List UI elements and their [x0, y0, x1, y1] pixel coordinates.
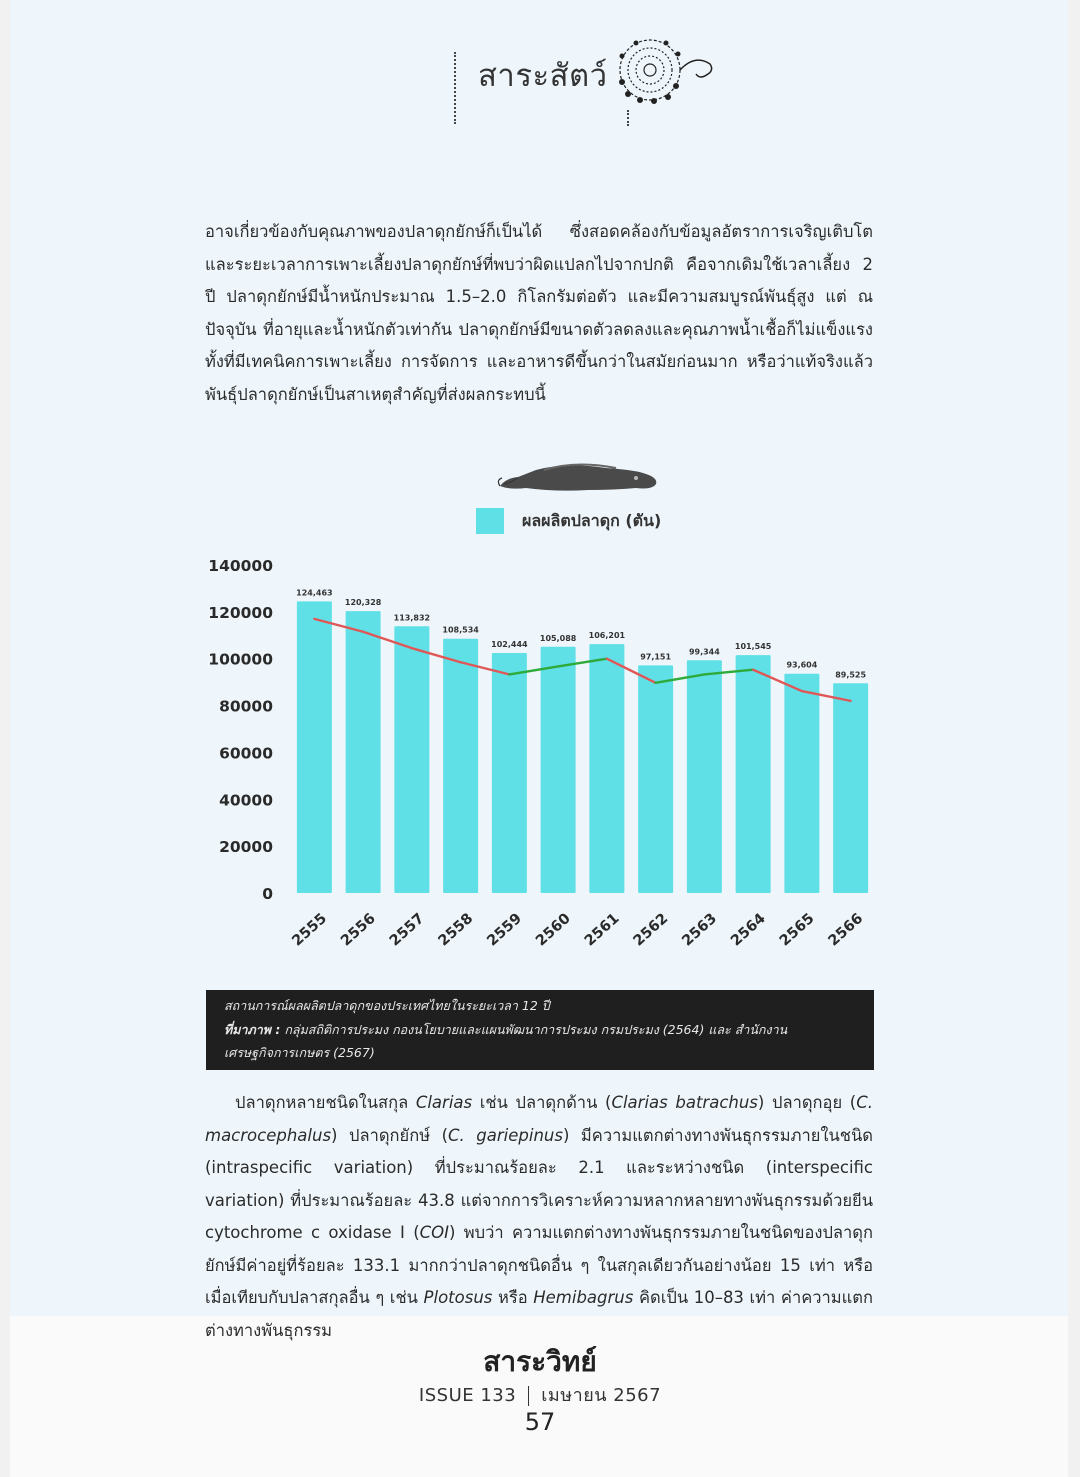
article-paragraph-2	[205, 1087, 873, 1347]
caption-line-2	[224, 1018, 874, 1042]
p2-species-macrocephalus: C. macrocephalus	[205, 1093, 873, 1145]
issue-line	[0, 1380, 1080, 1409]
magazine-brand: สาระวิทย์	[483, 1345, 597, 1378]
caption-line-3: เศรษฐกิจการเกษตร (2567)	[224, 1045, 375, 1060]
y-tick-label: 60000	[219, 744, 273, 763]
header-divider-right	[627, 110, 629, 126]
data-label: 101,545	[734, 642, 772, 652]
x-tick-label: 2557	[386, 910, 428, 950]
y-tick-label: 0	[262, 885, 273, 903]
x-tick-label: 2559	[484, 910, 526, 950]
bar	[589, 644, 624, 893]
p2-text-1: ปลาดุกหลายชนิดในสกุล	[235, 1093, 416, 1112]
x-tick-label: 2564	[728, 910, 769, 950]
p2-text-2: เช่น ปลาดุกด้าน (	[472, 1093, 612, 1112]
legend-label: ผลผลิตปลาดุก (ตัน)	[522, 511, 662, 530]
p2-text-3: ) ปลาดุกอุย (	[757, 1093, 857, 1112]
y-tick-label: 80000	[219, 697, 273, 716]
caption-line-1: สถานการณ์ผลผลิตปลาดุกของประเทศไทยในระยะเวลา 12 ปี	[224, 998, 550, 1013]
bar	[736, 655, 771, 893]
catfish-production-chart	[195, 550, 885, 980]
data-label: 106,201	[588, 631, 626, 641]
issue-number: ISSUE 133	[418, 1385, 517, 1406]
p2-genus-plotosus: Plotosus	[423, 1288, 493, 1307]
bar	[346, 611, 381, 893]
animal-spiral-logo	[610, 34, 720, 106]
x-tick-label: 2566	[825, 910, 867, 950]
data-label: 124,463	[296, 588, 333, 598]
paragraph-2-text	[205, 1087, 873, 1347]
caption-source-label: ที่มาภาพ :	[224, 1021, 281, 1037]
x-tick-label: 2565	[776, 910, 818, 950]
page-number: 57	[524, 1408, 556, 1436]
y-tick-label: 20000	[219, 838, 273, 857]
bar	[833, 683, 868, 893]
y-tick-label: 140000	[208, 557, 273, 575]
catfish-illustration	[496, 456, 660, 496]
caption-source-text: กลุ่มสถิติการประมง กองนโยบายและแผนพัฒนาการประมง กรมประมง (2564) และ สำนักงาน	[280, 1021, 788, 1037]
article-paragraph-1	[205, 216, 873, 411]
data-label: 99,344	[688, 647, 720, 657]
y-tick-label: 120000	[208, 603, 273, 622]
bar	[492, 653, 527, 893]
x-tick-label: 2562	[630, 910, 672, 950]
y-tick-label: 100000	[208, 650, 273, 669]
data-label: 102,444	[491, 639, 528, 649]
p2-species-batrachus: Clarias batrachus	[611, 1093, 758, 1112]
p2-text-8: คิดเป็น 10–83 เท่า ค่าความแตกต่างทางพันธุกรรม	[205, 1288, 873, 1340]
bar	[297, 601, 332, 893]
y-tick-label: 40000	[219, 791, 273, 810]
section-title: สาระสัตว์	[478, 58, 608, 94]
bar	[443, 639, 478, 893]
x-tick-label: 2555	[289, 910, 331, 950]
x-tick-label: 2558	[435, 910, 477, 950]
data-label: 108,534	[442, 625, 479, 635]
legend-swatch	[476, 508, 504, 534]
data-label: 113,832	[393, 613, 431, 623]
x-tick-label: 2563	[679, 910, 721, 950]
bar	[541, 647, 576, 893]
p2-text-4: ) ปลาดุกยักษ์ (	[331, 1125, 449, 1145]
bar	[687, 660, 722, 893]
p2-genus-clarias: Clarias	[415, 1093, 473, 1112]
p2-text-7: หรือ	[492, 1288, 534, 1307]
bar	[638, 665, 673, 893]
x-tick-label: 2560	[533, 910, 574, 950]
data-label: 120,328	[344, 598, 382, 608]
bar	[394, 626, 429, 893]
p2-genus-hemibagrus: Hemibagrus	[533, 1288, 634, 1307]
p2-gene-coi: COI	[419, 1223, 450, 1242]
issue-month: เมษายน 2567	[541, 1385, 662, 1406]
data-label: 105,088	[539, 633, 577, 643]
x-tick-label: 2561	[581, 910, 623, 950]
data-label: 93,604	[786, 660, 818, 670]
chart-caption	[206, 990, 874, 1070]
bar	[784, 674, 819, 893]
data-label: 89,525	[835, 670, 867, 680]
p2-text-6: ) พบว่า ความแตกต่างทางพันธุกรรมภายในชนิดของปลาดุกยักษ์มีค่าอยู่ที่ร้อยละ 133.1 มากกว่าปลาดุกชนิดอื่น ๆ ในสกุลเดียวกันอย่างน้อย 15 เท่า หรือเมื่อเทียบกับปลาสกุลอื่น ๆ เช่น	[205, 1223, 873, 1307]
paragraph-1-text: อาจเกี่ยวข้องกับคุณภาพของปลาดุกยักษ์ก็เป็นได้ ซึ่งสอดคล้องกับข้อมูลอัตราการเจริญเติบโตและระยะเวลาการเพาะเลี้ยงปลาดุกยักษ์ที่พบว่าผิดแปลกไปจากปกติ คือจากเดิมใช้เวลาเลี้ยง 2 ปี ปลาดุกยักษ์มีน้ำหนักประมาณ 1.5–2.0 กิโลกรัมต่อตัว และมีความสมบูรณ์พันธุ์สูง แต่ ณ ปัจจุบัน ที่อายุและน้ำหนักตัวเท่ากัน ปลาดุกยักษ์มีขนาดตัวลดลงและคุณภาพน้ำเชื้อก็ไม่แข็งแรง ทั้งที่มีเทคนิคการเพาะเลี้ยง การจัดการ และอาหารดีขึ้นกว่าในสมัยก่อนมาก หรือว่าแท้จริงแล้วพันธุ์ปลาดุกยักษ์เป็นสาเหตุสำคัญที่ส่งผลกระทบนี้	[205, 222, 873, 404]
data-label: 97,151	[640, 652, 672, 662]
p2-text-5: ) มีความแตกต่างทางพันธุกรรมภายในชนิด (intraspecific variation) ที่ประมาณร้อยละ 2.1 และระหว่างชนิด (interspecific variation) ที่ประมาณร้อยละ 43.8 แต่จากการวิเคราะห์ความหลากหลายทางพันธุกรรมด้วยยีน cytochrome c oxidase I (	[205, 1125, 873, 1242]
issue-separator	[528, 1386, 529, 1406]
header-divider-left	[454, 52, 456, 124]
x-tick-label: 2556	[338, 910, 379, 950]
p2-species-gariepinus: C. gariepinus	[448, 1125, 563, 1145]
